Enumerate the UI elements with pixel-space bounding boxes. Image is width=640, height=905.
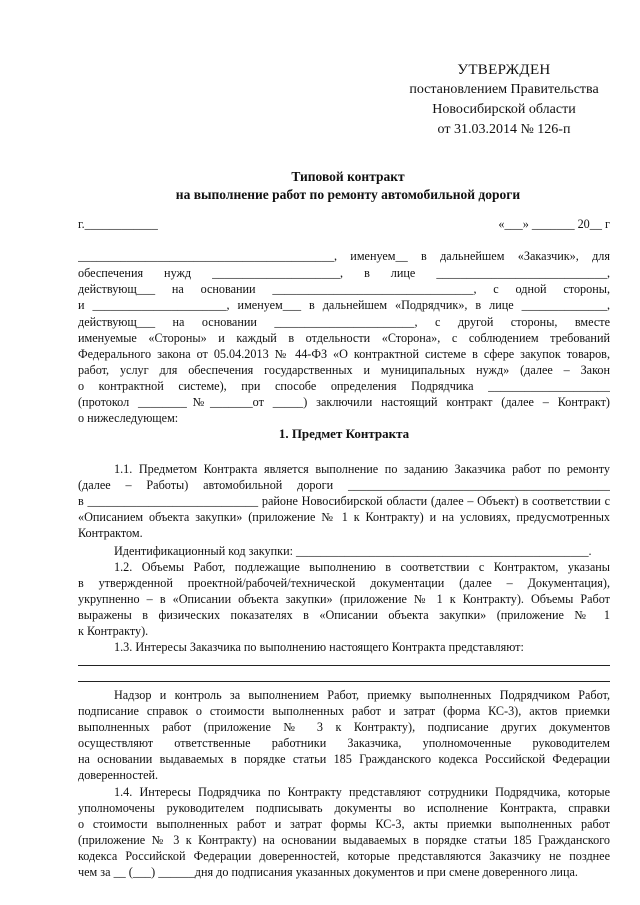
paragraph-line: 1.1. Предметом Контракта является выполнение по заданию Заказчика работ по ремонту <box>114 462 610 476</box>
procurement-code-line: Идентификационный код закупки: ________________________________________________. <box>114 544 592 558</box>
date-field: «___» _______ 20__ г <box>498 217 610 231</box>
title-line: Типовой контракт <box>291 169 405 184</box>
paragraph-line: кодекса Российской Федерации доверенностей, которые представляются Заказчику не позднее <box>78 849 610 863</box>
paragraph-line: «Описанием объекта закупки» (приложение № 1 к Контракту) и на условиях, предусмотренных <box>78 510 610 524</box>
preamble-line: __________________________________________, именуем__ в дальнейшем «Заказчик», для <box>78 249 610 263</box>
paragraph-line: Контрактом. <box>78 526 143 540</box>
preamble-line: о нижеследующем: <box>78 411 179 425</box>
preamble-line: и ______________________, именуем___ в дальнейшем «Подрядчик», в лице ______________, <box>78 298 610 312</box>
preamble-line: о контрактной системе), при способе определения Подрядчика ____________________ <box>78 379 610 393</box>
paragraph-line: укрупненно – в «Описании объекта закупки» (приложение № 1 к Контракту). Объемы Работ <box>78 592 610 606</box>
approval-line: Новосибирской области <box>432 102 576 117</box>
paragraph-line: доверенностей. <box>78 768 159 782</box>
paragraph-line: Надзор и контроль за выполнением Работ, приемку выполненных Подрядчиком Работ, <box>114 688 610 702</box>
preamble-line: действующ___ на основании _________________________________, с одной стороны, <box>78 282 610 296</box>
approval-line: от 31.03.2014 № 126-п <box>437 122 571 137</box>
paragraph-line: (далее – Работы) автомобильной дороги ___________________________________________ <box>78 478 610 492</box>
paragraph-line: осуществляют ответственные работники Заказчика, уполномоченные руководителем <box>78 736 610 750</box>
place-date-line <box>78 217 610 232</box>
preamble-line: Федерального закона от 05.04.2013 № 44-ФЗ «О контрактной системе в сфере закупок товаров, <box>78 347 610 361</box>
section-heading: 1. Предмет Контракта <box>278 426 410 441</box>
preamble-line: работ, услуг для обеспечения государственных и муниципальных нужд» (далее – Закон <box>78 363 610 377</box>
approval-stamp <box>388 60 620 140</box>
paragraph-line: чем за __ (___) ______дня до подписания указанных документов и при смене доверенного лица. <box>78 865 578 879</box>
paragraph-line: 1.4. Интересы Подрядчика по Контракту представляют сотрудники Подрядчика, которые <box>114 785 610 799</box>
approval-line: УТВЕРЖДЕН <box>457 62 551 78</box>
paragraph-line: (приложение № 3 к Контракту) на основании выдаваемых в порядке статьи 185 Гражданского <box>78 833 610 847</box>
blank-rule <box>78 665 610 666</box>
preamble-line: (протокол ________№_______от _____) заключили настоящий контракт (далее – Контракт) <box>78 395 610 409</box>
paragraph-line: к Контракту). <box>78 624 149 638</box>
paragraph-line: 1.2. Объемы Работ, подлежащие выполнению в соответствии с Контрактом, указаны <box>114 560 610 574</box>
paragraph-line: выражены в физических показателях в «Описании объекта закупки» (приложение № 1 <box>78 608 610 622</box>
paragraph-line: о стоимости выполненных работ и затрат формы КС-3, акты приемки выполненных работ <box>78 817 610 831</box>
title-line: на выполнение работ по ремонту автомобильной дороги <box>175 187 521 202</box>
preamble-line: именуемые «Стороны» и каждый в отдельности «Сторона», с соблюдением требований <box>78 331 610 345</box>
paragraph-line: в утвержденной проектной/рабочей/технической документации (далее – Документация), <box>78 576 610 590</box>
place-field: г.____________ <box>78 217 158 231</box>
preamble-line: действующ___ на основании _______________________, с другой стороны, вместе <box>78 315 610 329</box>
document-title <box>80 168 616 204</box>
paragraph-line: уполномочены руководителем подписывать документы во исполнение Контракта, справки <box>78 801 610 815</box>
paragraph-line: в ____________________________ районе Новосибирской области (далее – Объект) в соответствии с <box>78 494 610 508</box>
paragraph-line: на основании выдаваемых в порядке статьи 185 Гражданского кодекса Российской Федерации <box>78 752 610 766</box>
approval-line: постановлением Правительства <box>409 82 599 97</box>
paragraph-line: подписание справок о стоимости выполненных работ и затрат (форма КС-3), актов приемки <box>78 704 610 718</box>
paragraph-line: 1.3. Интересы Заказчика по выполнению настоящего Контракта представляют: <box>114 640 524 654</box>
preamble-line: обеспечения нужд _____________________, в лице ____________________________, <box>78 266 610 280</box>
blank-rule <box>78 681 610 682</box>
paragraph-line: выполненных работ (приложение № 3 к Контракту), подписание других документов <box>78 720 610 734</box>
